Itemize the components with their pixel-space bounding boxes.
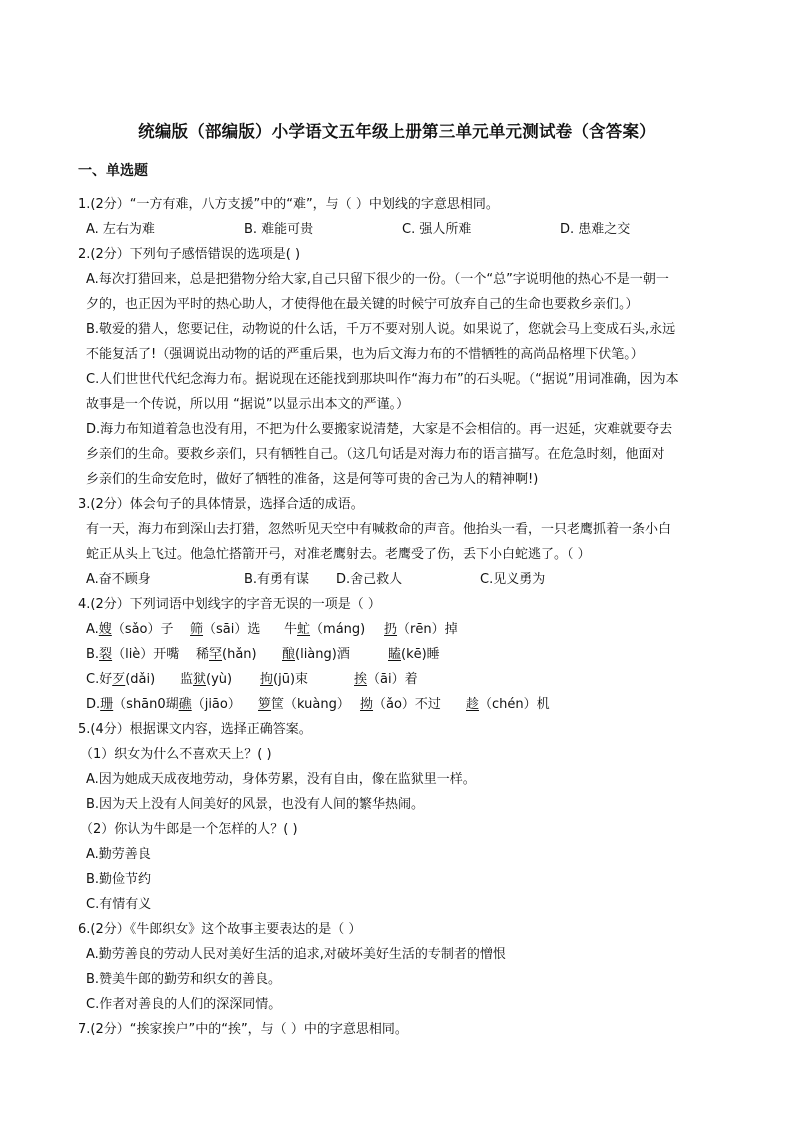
- word-item: 箩筐（kuàng）: [258, 697, 350, 712]
- option-a: A.奋不顾身: [86, 572, 151, 587]
- question-2-line: 故事是一个传说，所以用 “据说”以显示出本文的严谨。）: [86, 397, 410, 412]
- question-2-line: D.海力布知道着急也没有用，不把为什么要搬家说清楚，大家是不会相信的。再一迟延，灾难就要夺去: [86, 422, 673, 437]
- word-item: B.裂（liè）开嘴: [86, 647, 180, 662]
- word-item: 酿(liàng)酒: [282, 647, 350, 662]
- question-5-sub1: （1）织女为什么不喜欢天上？( ): [80, 747, 272, 762]
- option-a: A. 左右为难: [86, 222, 155, 237]
- word-item: 扔（rēn）掉: [384, 622, 458, 637]
- question-4-option-b: [86, 646, 706, 664]
- word-item: 筛（sāi）选: [190, 622, 261, 637]
- question-2-stem: 2.(2分）下列句子感悟错误的选项是( ): [78, 247, 301, 262]
- question-6-option-a: A.勤劳善良的劳动人民对美好生活的追求,对破坏美好生活的专制者的憎恨: [86, 947, 506, 962]
- question-5-sub2-option-b: B.勤俭节约: [86, 872, 152, 887]
- question-5-stem: 5.(4分）根据课文内容，选择正确答案。: [78, 722, 312, 737]
- question-4-option-a: [86, 621, 706, 639]
- question-1-stem: 1.(2分）“一方有难，八方支援”中的“难”，与（ ）中划线的字意思相同。: [78, 197, 499, 212]
- question-2-line: 夕的，也正因为平时的热心助人，才使得他在最关键的时候宁可放弃自己的生命也要救乡亲们。）: [86, 297, 639, 312]
- section-heading: 一、单选题: [78, 163, 148, 179]
- question-5-sub2: （2）你认为牛郎是一个怎样的人？( ): [80, 822, 298, 837]
- question-3-passage: 有一天，海力布到深山去打猎，忽然听见天空中有喊救命的声音。他抬头一看，一只老鹰抓着一条小白: [86, 522, 672, 537]
- question-2-line: A.每次打猎回来，总是把猎物分给大家,自己只留下很少的一份。（一个“总”字说明他的热心不是一朝一: [86, 272, 669, 287]
- document-title: 统编版（部编版）小学语文五年级上册第三单元单元测试卷（含答案）: [138, 122, 656, 141]
- question-2-line: C.人们世世代代纪念海力布。据说现在还能找到那块叫作“海力布”的石头呢。（“据说”用词准确，因为本: [86, 372, 679, 387]
- option-d: D.舍己救人: [336, 572, 403, 587]
- question-7-stem: 7.(2分）“挨家挨户”中的“挨”，与（ ）中的字意思相同。: [78, 1022, 408, 1037]
- word-item: 趁（chén）机: [466, 697, 550, 712]
- question-5-sub1-option-a: A.因为她成天成夜地劳动，身体劳累，没有自由，像在监狱里一样。: [86, 772, 476, 787]
- word-item: 监狱(yù): [180, 672, 233, 687]
- question-5-sub2-option-c: C.有情有义: [86, 897, 152, 912]
- question-2-line: 不能复活了!（强调说出动物的话的严重后果，也为后文海力布的不惜牺牲的高尚品格埋下伏笔。）: [86, 347, 644, 362]
- word-item: 稀罕(hǎn): [196, 647, 257, 662]
- option-c: C.见义勇为: [480, 572, 546, 587]
- word-item: D.珊（shān0瑚礁（jiāo）: [86, 697, 241, 712]
- question-2-line: B.敬爱的猎人，您要记住，动物说的什么话，千万不要对别人说。如果说了，您就会马上变成石头,永远: [86, 322, 676, 337]
- question-1-options: [86, 221, 726, 239]
- word-item: 牛虻（máng): [284, 622, 366, 637]
- word-item: 挨（āi）着: [354, 672, 418, 687]
- word-item: 瞌(kē)睡: [388, 647, 440, 662]
- word-item: 拘(jū)束: [260, 672, 309, 687]
- question-5-sub2-option-a: A.勤劳善良: [86, 847, 151, 862]
- question-2-line: 乡亲们的生命。要救乡亲们，只有牺牲自己。（这几句话是对海力布的语言描写。在危急时刻，他面对: [86, 447, 665, 462]
- option-b: B. 难能可贵: [244, 222, 314, 237]
- word-item: A.嫂（sǎo）子: [86, 622, 174, 637]
- option-d: D. 患难之交: [560, 222, 631, 237]
- question-3-stem: 3.(2分）体会句子的具体情景，选择合适的成语。: [78, 497, 364, 512]
- question-6-option-c: C.作者对善良的人们的深深同情。: [86, 997, 282, 1012]
- question-6-option-b: B.赞美牛郎的勤劳和织女的善良。: [86, 972, 282, 987]
- question-4-option-c: [86, 671, 706, 689]
- word-item: C.好歹(dǎi): [86, 672, 156, 687]
- question-6-stem: 6.(2分）《牛郎织女》这个故事主要表达的是（ ）: [78, 922, 362, 937]
- question-5-sub1-option-b: B.因为天上没有人间美好的风景，也没有人间的繁华热闹。: [86, 797, 425, 812]
- question-3-passage: 蛇正从头上飞过。他急忙搭箭开弓，对准老鹰射去。老鹰受了伤，丢下小白蛇逃了。（ ）: [86, 547, 591, 562]
- question-4-stem: 4.(2分）下列词语中划线字的字音无误的一项是（ ）: [78, 597, 381, 612]
- word-item: 拗（ǎo）不过: [360, 697, 441, 712]
- question-4-option-d: [86, 696, 706, 714]
- option-c: C. 强人所难: [402, 222, 472, 237]
- option-b: B.有勇有谋: [244, 572, 310, 587]
- question-2-line: 乡亲们的生命安危时，做好了牺牲的准备，这是何等可贵的舍己为人的精神啊!): [86, 472, 539, 487]
- question-3-options: [86, 571, 686, 589]
